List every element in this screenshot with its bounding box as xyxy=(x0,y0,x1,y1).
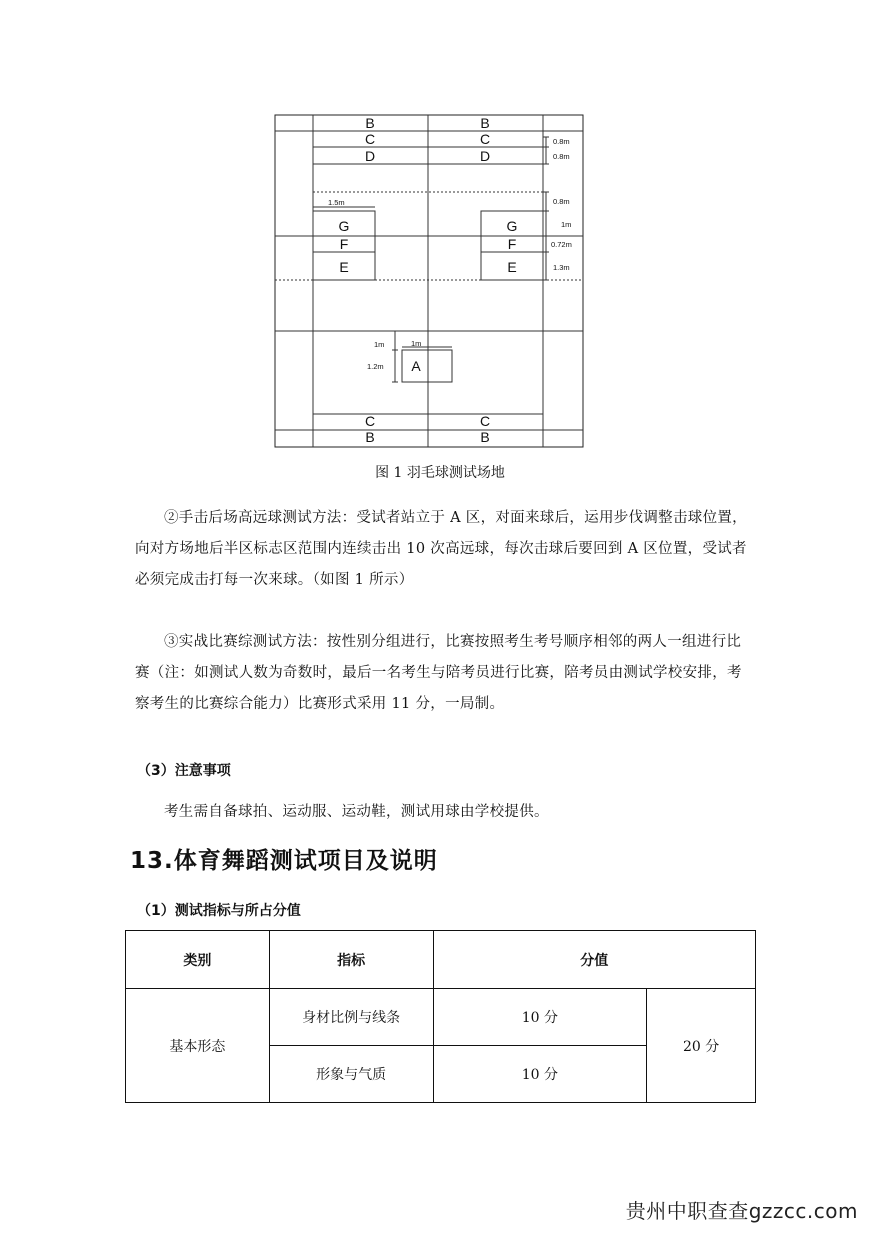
zone-d-top-left: D xyxy=(364,148,376,164)
zone-e-right: E xyxy=(507,259,517,275)
figure-caption: 图 1 羽毛球测试场地 xyxy=(375,465,505,481)
paragraph-match-method: ③实战比赛综测试方法：按性别分组进行，比赛按照考生考号顺序相邻的两人一组进行比赛（注：如测试人数为奇数时，最后一名考生与陪考员进行比赛，陪考员由测试学校安排，考察考生的比赛综合能力）比赛形式采用 11 分，一局制。 xyxy=(135,634,742,712)
watermark: 贵州中职查查gzzcc.com xyxy=(625,1199,858,1223)
cell-total: 20 分 xyxy=(647,989,756,1103)
notice-heading: （3）注意事项 xyxy=(137,763,231,779)
dim-c-height: 0.8m xyxy=(553,137,570,146)
zone-g-left: G xyxy=(338,218,350,234)
header-indicator: 指标 xyxy=(269,931,433,989)
zone-c-bottom-left: C xyxy=(364,413,376,429)
score-table xyxy=(125,930,756,1103)
zone-f-left: F xyxy=(339,236,349,252)
cell-category: 基本形态 xyxy=(126,989,270,1103)
zone-b-bottom-left: B xyxy=(365,429,375,445)
zone-b-top-right: B xyxy=(480,115,490,131)
notice-text: 考生需自备球拍、运动服、运动鞋，测试用球由学校提供。 xyxy=(164,804,549,820)
header-category: 类别 xyxy=(126,931,270,989)
dim-f-height: 0.72m xyxy=(551,240,572,249)
table-header-row xyxy=(126,931,756,989)
zone-c-top-left: C xyxy=(364,131,376,147)
section-title: 13.体育舞蹈测试项目及说明 xyxy=(130,848,438,874)
cell-score: 10 分 xyxy=(433,989,647,1046)
dim-a-height: 1.2m xyxy=(367,362,384,371)
dim-a-offset-top: 1m xyxy=(374,340,385,349)
dim-gap-height: 0.8m xyxy=(553,197,570,206)
zone-c-top-right: C xyxy=(479,131,491,147)
dim-d-height: 0.8m xyxy=(553,152,570,161)
zone-c-bottom-right: C xyxy=(479,413,491,429)
dim-g-width: 1.5m xyxy=(328,198,345,207)
header-score: 分值 xyxy=(433,931,756,989)
section-subheading: （1）测试指标与所占分值 xyxy=(137,903,301,919)
dim-e-height: 1.3m xyxy=(553,263,570,272)
badminton-court-diagram xyxy=(270,110,590,455)
dim-g-height: 1m xyxy=(561,220,572,229)
paragraph-high-clear-method: ②手击后场高远球测试方法：受试者站立于 A 区，对面来球后，运用步伐调整击球位置，向对方场地后半区标志区范围内连续击出 10 次高远球，每次击球后要回到 A 区位置，受试者必须完成击打每一次来球。（如图 1 所示） xyxy=(135,510,747,588)
zone-g-right: G xyxy=(506,218,518,234)
zone-e-left: E xyxy=(339,259,349,275)
zone-a: A xyxy=(411,358,421,374)
zone-f-right: F xyxy=(507,236,517,252)
dim-a-width: 1m xyxy=(411,339,422,348)
table-row xyxy=(126,989,756,1046)
zone-d-top-right: D xyxy=(479,148,491,164)
zone-b-top-left: B xyxy=(365,115,375,131)
cell-indicator: 身材比例与线条 xyxy=(269,989,433,1046)
cell-score: 10 分 xyxy=(433,1046,647,1103)
cell-indicator: 形象与气质 xyxy=(269,1046,433,1103)
zone-b-bottom-right: B xyxy=(480,429,490,445)
